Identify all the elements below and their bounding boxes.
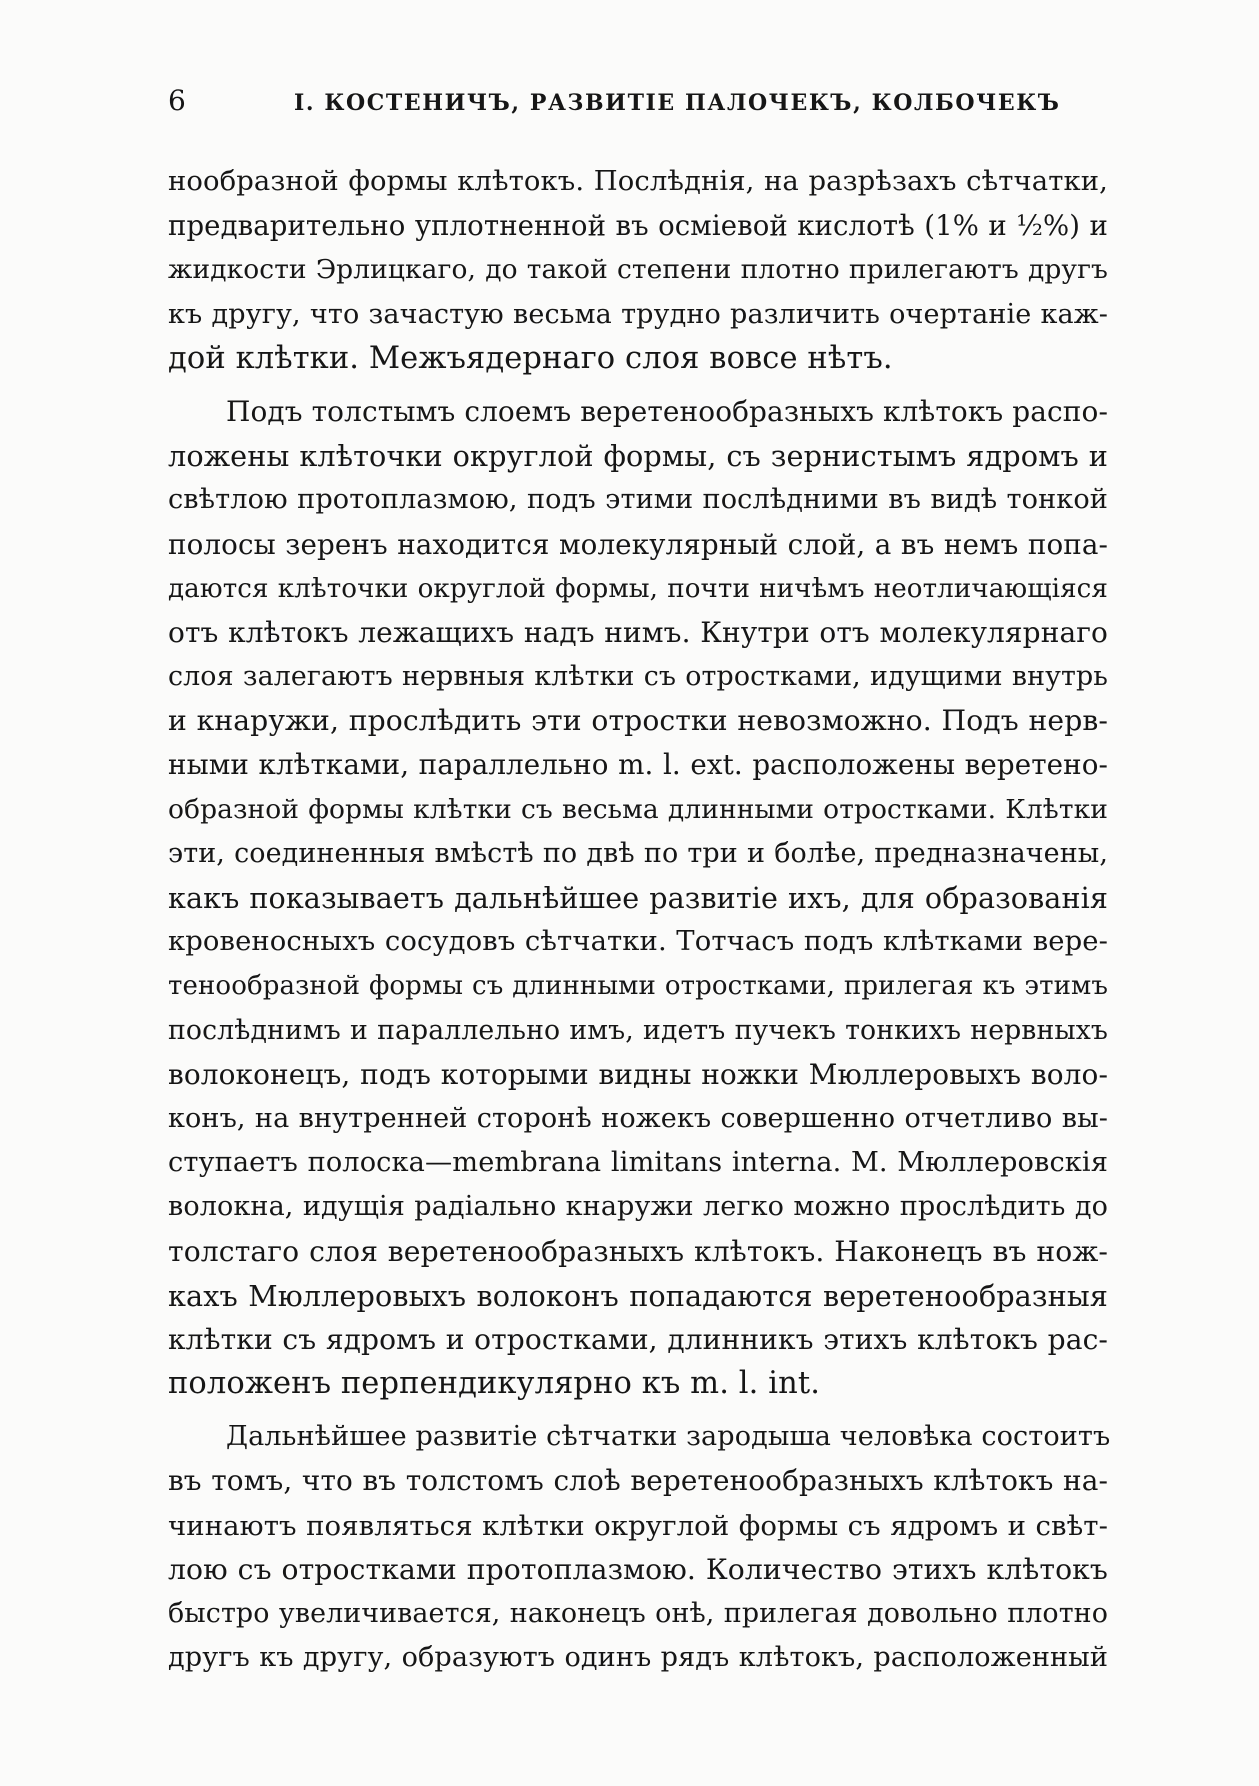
text-line: жидкости Эрлицкаго, до такой степени плотно прилегаютъ другъ <box>168 254 1108 286</box>
text-line: быстро увеличивается, наконецъ онѣ, прилегая довольно плотно <box>168 1598 1108 1629</box>
text-line: и кнаружи, прослѣдить эти отростки невозможно. Подъ нерв- <box>168 704 1108 738</box>
text-line: ными клѣтками, параллельно m. l. ext. расположены веретено- <box>168 748 1108 782</box>
text-line: отъ клѣтокъ лежащихъ надъ нимъ. Кнутри отъ молекулярнаго <box>168 615 1108 649</box>
text-line: чинаютъ появляться клѣтки округлой формы съ ядромъ и свѣт- <box>168 1509 1108 1542</box>
text-line: ложены клѣточки округлой формы, съ зернистымъ ядромъ и <box>168 439 1108 474</box>
text-line: даются клѣточки округлой формы, почти ничѣмъ неотличающіяся <box>168 573 1108 604</box>
text-line: конъ, на внутренней сторонѣ ножекъ совершенно отчетливо вы- <box>168 1102 1108 1134</box>
text-line: Дальнѣйшее развитіе сѣтчатки зародыша человѣка состоитъ <box>226 1421 1111 1453</box>
text-line: Подъ толстымъ слоемъ веретенообразныхъ клѣтокъ распо- <box>226 394 1109 428</box>
text-line: какъ показываетъ дальнѣйшее развитіе ихъ, для образованія <box>168 881 1108 915</box>
text-line: другъ къ другу, образуютъ одинъ рядъ клѣтокъ, расположенный <box>168 1642 1108 1674</box>
text-line: кровеносныхъ сосудовъ сѣтчатки. Тотчасъ подъ клѣтками вере- <box>168 926 1108 958</box>
text-line: полосы зеренъ находится молекулярный слой, а въ немъ попа- <box>168 527 1108 561</box>
text-line: кахъ Мюллеровыхъ волоконъ попадаются веретенообразныя <box>168 1278 1108 1313</box>
running-head: I. КОСТЕНИЧЪ, РАЗВИТІЕ ПАЛОЧЕКЪ, КОЛБОЧЕКЪ <box>294 90 1061 116</box>
text-line: положенъ перпендикулярно къ m. l. int. <box>168 1366 820 1402</box>
text-line: слоя залегаютъ нервныя клѣтки съ отростками, идущими внутрь <box>168 661 1108 693</box>
paragraph <box>168 160 1108 381</box>
text-line: толстаго слоя веретенообразныхъ клѣтокъ. Наконецъ въ нож- <box>168 1234 1108 1268</box>
text-line: волокна, идущія радіально кнаружи легко можно прослѣдить до <box>168 1191 1108 1223</box>
text-line: образной формы клѣтки съ весьма длинными отростками. Клѣтки <box>168 793 1108 825</box>
text-line: эти, соединенныя вмѣстѣ по двѣ по три и болѣе, предназначены, <box>168 837 1108 869</box>
page-header <box>168 85 1108 125</box>
text-line: волоконецъ, подъ которыми видны ножки Мюллеровыхъ воло- <box>168 1057 1108 1091</box>
text-line: послѣднимъ и параллельно имъ, идетъ пучекъ тонкихъ нервныхъ <box>168 1014 1108 1046</box>
body-text <box>168 160 1111 1680</box>
text-line: свѣтлою протоплазмою, подъ этими послѣдними въ видѣ тонкой <box>168 484 1108 516</box>
text-line: въ томъ, что въ толстомъ слоѣ веретенообразныхъ клѣтокъ на- <box>168 1464 1108 1498</box>
text-line: тенообразной формы съ длинными отростками, прилегая къ этимъ <box>168 971 1108 1002</box>
text-line: клѣтки съ ядромъ и отростками, длинникъ этихъ клѣтокъ рас- <box>168 1322 1108 1356</box>
text-line: ступаетъ полоска—membrana limitans interna. M. Мюллеровскія <box>168 1147 1108 1179</box>
paragraph-gap <box>168 1406 1108 1415</box>
page-number: 6 <box>168 84 187 117</box>
text-line: лою съ отростками протоплазмою. Количество этихъ клѣтокъ <box>168 1552 1108 1586</box>
text-line: къ другу, что зачастую весьма трудно различить очертаніе каж- <box>168 298 1108 330</box>
text-line: дой клѣтки. Межъядернаго слоя вовсе нѣтъ. <box>168 340 893 376</box>
paragraph <box>168 390 1108 1406</box>
text-line: предварительно уплотненной въ осміевой кислотѣ (1% и ½%) и <box>168 210 1108 243</box>
paragraph-gap <box>168 381 1108 390</box>
paragraph <box>168 1415 1111 1680</box>
text-line: нообразной формы клѣтокъ. Послѣднія, на разрѣзахъ сѣтчатки, <box>168 166 1108 197</box>
